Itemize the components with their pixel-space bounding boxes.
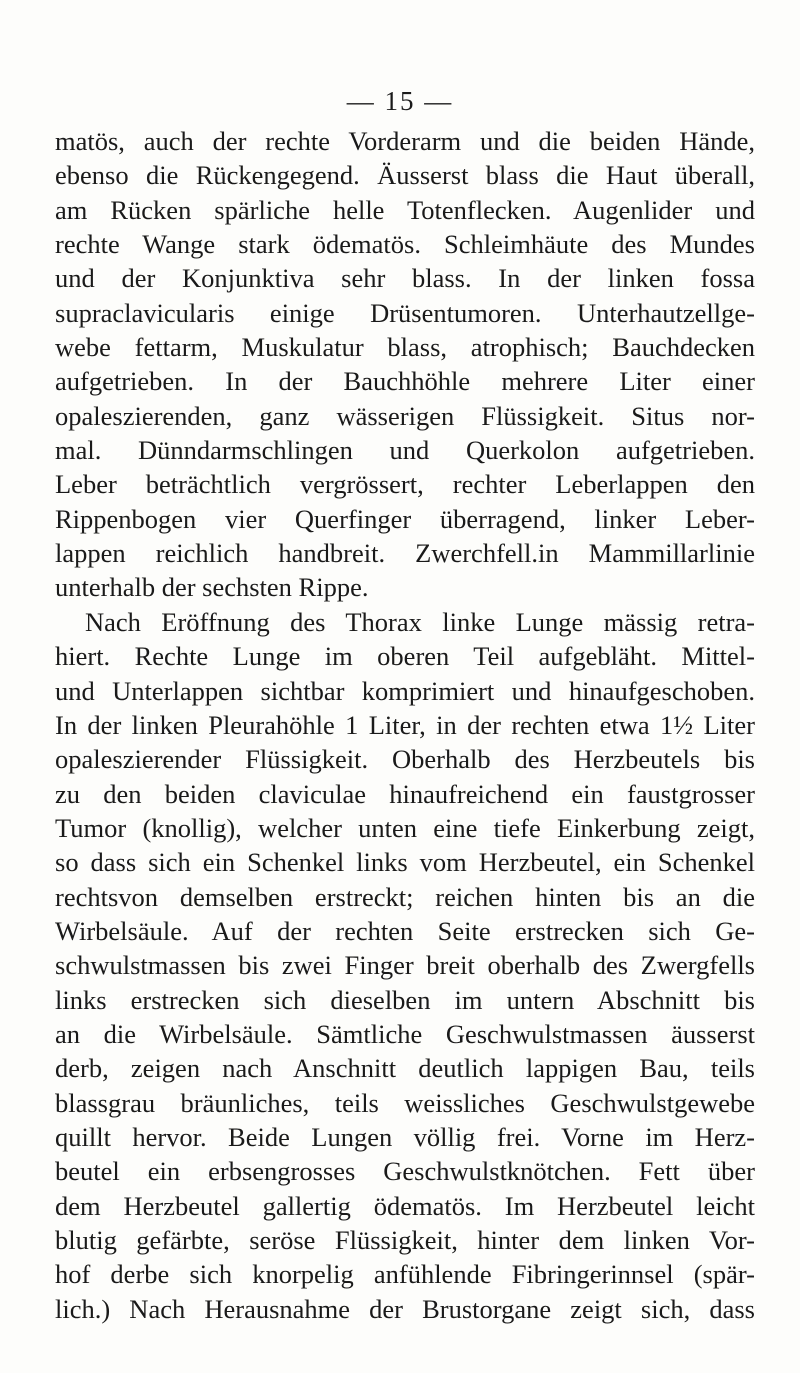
text-line: links erstrecken sich dieselben im untern Abschnitt bis (55, 984, 755, 1015)
text-line: supraclavicularis einige Drüsentumoren. Unterhautzellge- (55, 297, 755, 328)
text-line: hiert. Rechte Lunge im oberen Teil aufgebläht. Mittel- (55, 641, 755, 672)
text-line: rechtsvon demselben erstreckt; reichen hinten bis an die (55, 881, 755, 912)
text-line: hof derbe sich knorpelig anfühlende Fibringerinnsel (spär- (55, 1259, 755, 1290)
text-line: derb, zeigen nach Anschnitt deutlich lappigen Bau, teils (55, 1053, 755, 1084)
text-line: am Rücken spärliche helle Totenflecken. Augenlider und (55, 194, 755, 225)
text-line: In der linken Pleurahöhle 1 Liter, in der rechten etwa 1½ Liter (55, 709, 755, 740)
text-line: opaleszierender Flüssigkeit. Oberhalb des Herzbeutels bis (55, 744, 755, 775)
text-line: lich.) Nach Herausnahme der Brustorgane zeigt sich, dass (55, 1293, 755, 1324)
text-line: Wirbelsäule. Auf der rechten Seite erstrecken sich Ge- (55, 915, 755, 946)
text-line: rechte Wange stark ödematös. Schleimhäute des Mundes (55, 229, 755, 260)
text-line: zu den beiden claviculae hinaufreichend ein faustgrosser (55, 778, 755, 809)
text-line: blutig gefärbte, seröse Flüssigkeit, hinter dem linken Vor- (55, 1225, 755, 1255)
text-line: webe fettarm, Muskulatur blass, atrophisch; Bauchdecken (55, 332, 755, 363)
text-line: blassgrau bräunliches, teils weissliches Geschwulstgewebe (55, 1087, 755, 1118)
text-line: so dass sich ein Schenkel links vom Herzbeutel, ein Schenkel (55, 847, 755, 878)
text-line: opaleszierenden, ganz wässerigen Flüssigkeit. Situs nor- (55, 400, 755, 431)
text-line: mal. Dünndarmschlingen und Querkolon aufgetrieben. (55, 435, 755, 466)
text-line: Tumor (knollig), welcher unten eine tiefe Einkerbung zeigt, (55, 812, 755, 843)
text-line: beutel ein erbsengrosses Geschwulstknötchen. Fett über (55, 1156, 755, 1187)
text-line: ebenso die Rückengegend. Äusserst blass die Haut überall, (55, 160, 755, 191)
text-line: matös, auch der rechte Vorderarm und die beiden Hände, (55, 126, 755, 156)
body-text (55, 124, 755, 1326)
text-line: lappen reichlich handbreit. Zwerchfell.in Mammillarlinie (55, 538, 755, 569)
paragraph-end-line: unterhalb der sechsten Rippe. (55, 572, 369, 603)
text-line: quillt hervor. Beide Lungen völlig frei. Vorne im Herz- (55, 1121, 755, 1152)
text-line: dem Herzbeutel gallertig ödematös. Im Herzbeutel leicht (55, 1190, 755, 1221)
text-line: und der Konjunktiva sehr blass. In der linken fossa (55, 263, 755, 294)
text-line: aufgetrieben. In der Bauchhöhle mehrere Liter einer (55, 366, 755, 397)
page-number: — 15 — (346, 86, 454, 116)
text-line: an die Wirbelsäule. Sämtliche Geschwulstmassen äusserst (55, 1018, 755, 1049)
text-line: Rippenbogen vier Querfinger überragend, linker Leber- (55, 503, 755, 534)
text-line: schwulstmassen bis zwei Finger breit oberhalb des Zwergfells (55, 950, 755, 981)
text-line: und Unterlappen sichtbar komprimiert und hinaufgeschoben. (55, 675, 755, 706)
text-line: Leber beträchtlich vergrössert, rechter Leberlappen den (55, 469, 755, 500)
paragraph-start-line: Nach Eröffnung des Thorax linke Lunge mässig retra- (85, 606, 755, 637)
